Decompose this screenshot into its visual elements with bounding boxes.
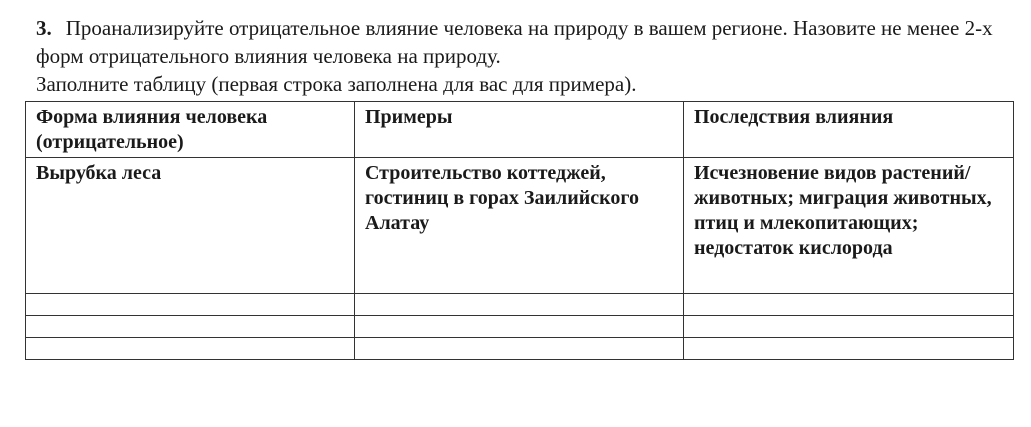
example-cell-examples: Строительство коттеджей, гостиниц в горах Заилийского Алатау xyxy=(355,158,684,294)
empty-cell[interactable] xyxy=(26,316,355,338)
empty-cell[interactable] xyxy=(684,294,1014,316)
task-number: 3. xyxy=(36,16,52,40)
empty-cell[interactable] xyxy=(355,338,684,360)
task-text xyxy=(36,14,996,98)
empty-cell[interactable] xyxy=(684,338,1014,360)
empty-cell[interactable] xyxy=(355,294,684,316)
task-paragraph-1 xyxy=(36,14,996,70)
example-cell-form: Вырубка леса xyxy=(26,158,355,294)
answer-table xyxy=(25,101,1014,360)
table-row xyxy=(26,158,1014,294)
header-cell-consequences: Последствия влияния xyxy=(684,102,1014,158)
header-cell-form: Форма влияния человека (отрицательное) xyxy=(26,102,355,158)
header-cell-examples: Примеры xyxy=(355,102,684,158)
empty-cell[interactable] xyxy=(26,294,355,316)
empty-cell[interactable] xyxy=(26,338,355,360)
empty-cell[interactable] xyxy=(684,316,1014,338)
table-header-row xyxy=(26,102,1014,158)
task-table-instruction: Заполните таблицу (первая строка заполнена для вас для примера). xyxy=(36,72,637,96)
example-cell-consequences: Исчезновение видов растений/животных; миграция животных, птиц и млекопитающих; недостаток кислорода xyxy=(684,158,1014,294)
task-instruction: Проанализируйте отрицательное влияние человека на природу в вашем регионе. Назовите не менее 2-х форм отрицательного влияния человека на природу. xyxy=(36,16,993,68)
table-row-empty xyxy=(26,316,1014,338)
table-row-empty xyxy=(26,338,1014,360)
table-row-empty xyxy=(26,294,1014,316)
empty-cell[interactable] xyxy=(355,316,684,338)
